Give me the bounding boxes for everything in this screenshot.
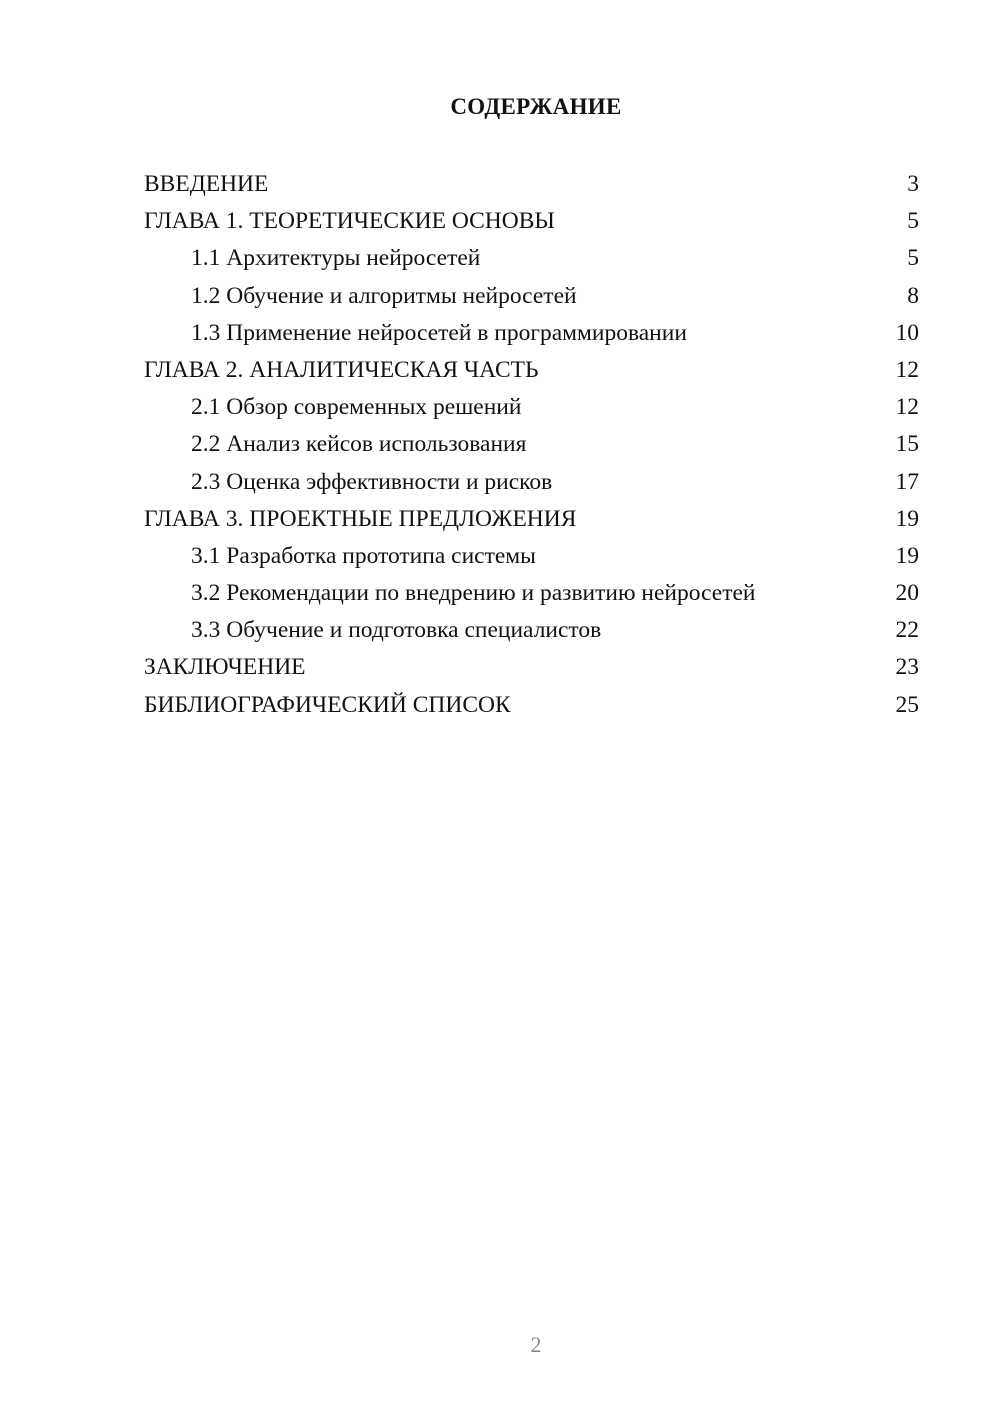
toc-entry-page: 10 [895,319,919,346]
toc-entry-page: 25 [895,691,919,718]
toc-entry-page: 12 [895,356,919,383]
toc-entry[interactable] [144,649,919,686]
toc-entry-page: 22 [895,617,919,644]
toc-entry-text: 3.3 Обучение и подготовка специалистов [191,617,602,644]
toc-entry-page: 12 [895,394,919,421]
toc-entry-page: 23 [895,654,919,681]
table-of-contents [144,166,919,724]
toc-entry[interactable] [144,687,919,724]
toc-entry-text: 1.2 Обучение и алгоритмы нейросетей [191,282,577,309]
toc-entry[interactable] [144,426,919,463]
toc-entry[interactable] [144,575,919,612]
toc-title: СОДЕРЖАНИЕ [450,94,622,119]
toc-entry-text: 3.1 Разработка прототипа системы [191,542,536,569]
toc-entry[interactable] [144,464,919,501]
toc-entry-text: 2.3 Оценка эффективности и рисков [191,468,553,495]
toc-entry-text: ЗАКЛЮЧЕНИЕ [144,654,306,681]
toc-entry[interactable] [144,389,919,426]
toc-entry-text: ВВЕДЕНИЕ [144,171,269,197]
toc-entry-text: ГЛАВА 1. ТЕОРЕТИЧЕСКИЕ ОСНОВЫ [144,208,555,235]
toc-entry-page: 17 [895,468,919,495]
toc-entry-page: 3 [907,171,919,197]
toc-entry[interactable] [144,166,919,203]
toc-entry-page: 5 [907,245,919,272]
toc-entry[interactable] [144,538,919,575]
page-number: 2 [530,1332,542,1357]
toc-entry[interactable] [144,315,919,352]
toc-entry-page: 20 [895,580,919,607]
toc-entry[interactable] [144,501,919,538]
toc-entry-text: 1.1 Архитектуры нейросетей [191,245,481,272]
toc-entry[interactable] [144,203,919,240]
toc-entry-text: ГЛАВА 3. ПРОЕКТНЫЕ ПРЕДЛОЖЕНИЯ [144,505,577,532]
toc-entry[interactable] [144,612,919,649]
toc-entry-text: 1.3 Применение нейросетей в программировании [191,319,687,346]
toc-entry[interactable] [144,352,919,389]
toc-entry-page: 19 [895,505,919,532]
toc-entry-page: 8 [907,282,919,309]
toc-entry-text: 2.1 Обзор современных решений [191,394,522,421]
toc-entry-page: 15 [895,431,919,458]
toc-entry-page: 5 [907,208,919,235]
toc-entry-page: 19 [895,542,919,569]
toc-entry-text: 3.2 Рекомендации по внедрению и развитию нейросетей [191,580,756,607]
toc-entry-text: ГЛАВА 2. АНАЛИТИЧЕСКАЯ ЧАСТЬ [144,356,539,383]
toc-entry[interactable] [144,240,919,277]
toc-entry-text: БИБЛИОГРАФИЧЕСКИЙ СПИСОК [144,691,511,718]
toc-entry[interactable] [144,278,919,315]
toc-entry-text: 2.2 Анализ кейсов использования [191,431,527,458]
